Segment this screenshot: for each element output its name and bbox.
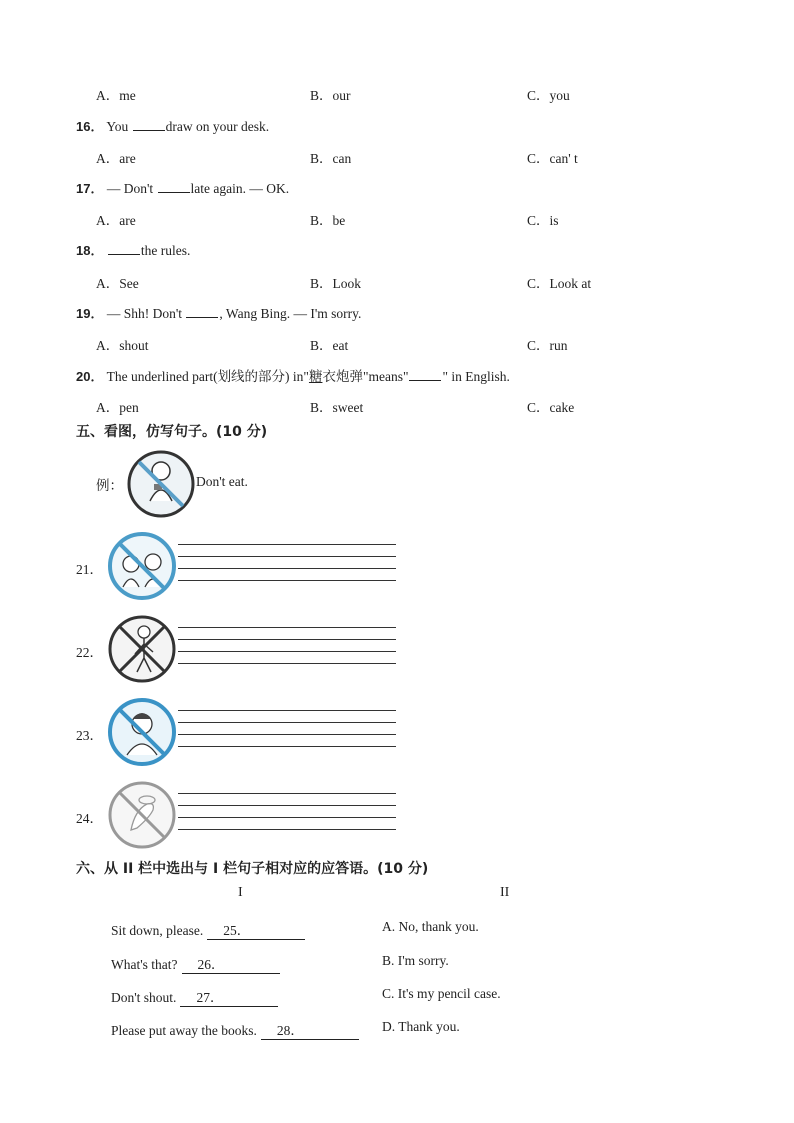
no-eating-sign-icon bbox=[126, 449, 196, 524]
question-text: the rules. bbox=[140, 243, 191, 258]
question-number: 19． bbox=[76, 306, 104, 321]
question-20 bbox=[76, 365, 510, 385]
q15-option-c: C．you bbox=[527, 88, 570, 103]
item-21-number: 21． bbox=[76, 562, 103, 577]
question-number: 20． bbox=[76, 369, 104, 384]
underlined-char: 糖 bbox=[308, 369, 323, 384]
column-ii-heading: II bbox=[500, 885, 510, 900]
match-left-25 bbox=[111, 919, 305, 940]
question-text: — Shh! Don't bbox=[106, 306, 183, 321]
question-19 bbox=[76, 303, 361, 322]
answer-lines-24[interactable] bbox=[178, 793, 396, 841]
question-text: You bbox=[106, 119, 129, 134]
question-16 bbox=[76, 116, 269, 135]
match-right-c: C. It's my pencil case. bbox=[382, 986, 501, 1001]
q16-option-b: B．can bbox=[310, 151, 352, 166]
section-5-title: 五、看图，仿写句子。(10 分) bbox=[76, 424, 268, 440]
section-6-title: 六、从 II 栏中选出与 I 栏句子相对应的应答语。(10 分) bbox=[76, 861, 429, 877]
prompt-text: What's that? bbox=[111, 957, 178, 972]
q16-option-a: A．are bbox=[96, 151, 136, 166]
match-right-d: D. Thank you. bbox=[382, 1019, 460, 1034]
question-text: draw on your desk. bbox=[165, 119, 270, 134]
answer-blank[interactable] bbox=[409, 368, 441, 381]
question-text: late again. — OK. bbox=[190, 181, 290, 196]
q18-option-a: A．See bbox=[96, 276, 139, 291]
question-text: — Don't bbox=[106, 181, 154, 196]
q20-option-b: B．sweet bbox=[310, 400, 364, 415]
question-17 bbox=[76, 178, 289, 197]
item-24-number: 24． bbox=[76, 811, 103, 826]
example-sentence: Don't eat. bbox=[196, 474, 248, 489]
q18-option-c: C．Look at bbox=[527, 276, 592, 291]
q16-option-c: C．can' t bbox=[527, 151, 578, 166]
match-right-a: A. No, thank you. bbox=[382, 919, 479, 934]
prompt-text: Sit down, please. bbox=[111, 923, 204, 938]
match-left-28 bbox=[111, 1019, 359, 1040]
answer-lines-23[interactable] bbox=[178, 710, 396, 758]
answer-blank[interactable]: 26． bbox=[182, 953, 280, 974]
question-number: 18． bbox=[76, 243, 104, 258]
item-23-number: 23． bbox=[76, 728, 103, 743]
q20-option-c: C．cake bbox=[527, 400, 575, 415]
column-i-heading: I bbox=[238, 885, 243, 900]
no-eating-sign-icon bbox=[107, 697, 177, 772]
answer-blank[interactable] bbox=[158, 180, 190, 193]
question-number: 17． bbox=[76, 181, 104, 196]
q17-option-b: B．be bbox=[310, 213, 346, 228]
answer-blank[interactable]: 25． bbox=[207, 919, 305, 940]
match-left-26 bbox=[111, 953, 280, 974]
answer-blank[interactable]: 27． bbox=[180, 986, 278, 1007]
question-text: " in English. bbox=[442, 369, 510, 384]
question-number: 16． bbox=[76, 119, 104, 134]
item-22-number: 22． bbox=[76, 645, 103, 660]
question-text: 衣炮弹"means" bbox=[322, 369, 409, 384]
match-left-27 bbox=[111, 986, 278, 1007]
answer-blank[interactable] bbox=[108, 242, 140, 255]
no-littering-sign-icon bbox=[107, 614, 177, 689]
no-talking-sign-icon bbox=[107, 531, 177, 606]
q15-option-b: B．our bbox=[310, 88, 351, 103]
no-drawing-sign-icon bbox=[107, 780, 177, 855]
answer-lines-22[interactable] bbox=[178, 627, 396, 675]
question-text: The underlined part(划线的部分) in" bbox=[106, 369, 309, 384]
match-right-b: B. I'm sorry. bbox=[382, 953, 449, 968]
answer-blank[interactable] bbox=[133, 118, 165, 131]
q17-option-c: C．is bbox=[527, 213, 559, 228]
prompt-text: Don't shout. bbox=[111, 990, 177, 1005]
q19-option-a: A．shout bbox=[96, 338, 149, 353]
answer-blank[interactable] bbox=[186, 305, 218, 318]
answer-blank[interactable]: 28． bbox=[261, 1019, 359, 1040]
q19-option-c: C．run bbox=[527, 338, 568, 353]
q19-option-b: B．eat bbox=[310, 338, 349, 353]
question-text: , Wang Bing. — I'm sorry. bbox=[219, 306, 362, 321]
q15-option-a: A．me bbox=[96, 88, 136, 103]
q18-option-b: B．Look bbox=[310, 276, 362, 291]
question-18 bbox=[76, 240, 190, 259]
example-label: 例： bbox=[96, 478, 123, 493]
q17-option-a: A．are bbox=[96, 213, 136, 228]
q20-option-a: A．pen bbox=[96, 400, 139, 415]
prompt-text: Please put away the books. bbox=[111, 1023, 257, 1038]
answer-lines-21[interactable] bbox=[178, 544, 396, 592]
